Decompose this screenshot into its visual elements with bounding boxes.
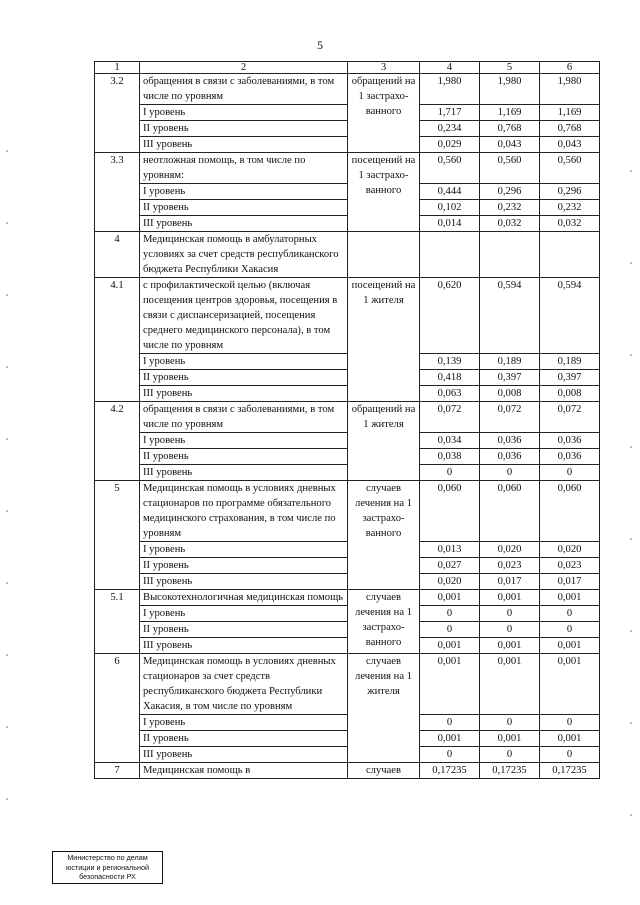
- value-year-2: 0: [480, 747, 540, 763]
- level-label: II уровень: [140, 121, 348, 137]
- value-year-3: 0,397: [540, 370, 600, 386]
- table-subrow: [95, 465, 600, 481]
- stamp-line: Министерство по делам: [67, 853, 148, 862]
- unit-of-measure: случаев: [348, 763, 420, 779]
- indicators-table: [94, 61, 600, 779]
- table-subrow: [95, 606, 600, 622]
- level-label: III уровень: [140, 216, 348, 232]
- level-label: III уровень: [140, 574, 348, 590]
- level-label: III уровень: [140, 638, 348, 654]
- level-label: III уровень: [140, 747, 348, 763]
- value-year-1: 0,001: [420, 638, 480, 654]
- table-subrow: [95, 354, 600, 370]
- value-year-1: 0,17235: [420, 763, 480, 779]
- row-number: 5.1: [95, 590, 140, 654]
- value-year-2: 1,980: [480, 74, 540, 105]
- indicator-description: обращения в связи с заболеваниями, в том числе по уровням: [140, 74, 348, 105]
- value-year-2: 0,594: [480, 278, 540, 354]
- value-year-2: 0,036: [480, 433, 540, 449]
- value-year-1: 0,139: [420, 354, 480, 370]
- value-year-3: 0,036: [540, 449, 600, 465]
- table-subrow: [95, 574, 600, 590]
- value-year-2: 0,296: [480, 184, 540, 200]
- value-year-1: 0,001: [420, 654, 480, 715]
- table-subrow: [95, 747, 600, 763]
- row-number: 3.3: [95, 153, 140, 232]
- level-label: I уровень: [140, 105, 348, 121]
- table-subrow: [95, 184, 600, 200]
- value-year-3: 0,023: [540, 558, 600, 574]
- value-year-1: 0,001: [420, 731, 480, 747]
- row-number: 4.2: [95, 402, 140, 481]
- table-subrow: [95, 449, 600, 465]
- value-year-3: 0: [540, 465, 600, 481]
- row-number: 3.2: [95, 74, 140, 153]
- value-year-2: 0: [480, 465, 540, 481]
- level-label: II уровень: [140, 731, 348, 747]
- value-year-1: 0,620: [420, 278, 480, 354]
- table-row: [95, 590, 600, 606]
- value-year-2: 0,032: [480, 216, 540, 232]
- level-label: II уровень: [140, 622, 348, 638]
- table-subrow: [95, 200, 600, 216]
- table-subrow: [95, 370, 600, 386]
- value-year-1: 0: [420, 747, 480, 763]
- value-year-1: 0: [420, 606, 480, 622]
- value-year-1: 0: [420, 715, 480, 731]
- value-year-3: 0,001: [540, 654, 600, 715]
- page-number: 5: [317, 38, 323, 52]
- value-year-2: 1,169: [480, 105, 540, 121]
- table-subrow: [95, 216, 600, 232]
- value-year-1: 0,029: [420, 137, 480, 153]
- indicator-description: Медицинская помощь в: [140, 763, 348, 779]
- value-year-3: 0,001: [540, 731, 600, 747]
- value-year-2: 0: [480, 606, 540, 622]
- value-year-3: 0,020: [540, 542, 600, 558]
- level-label: II уровень: [140, 200, 348, 216]
- value-year-1: 1,980: [420, 74, 480, 105]
- value-year-1: 0,234: [420, 121, 480, 137]
- level-label: II уровень: [140, 449, 348, 465]
- value-year-1: 0,560: [420, 153, 480, 184]
- level-label: II уровень: [140, 558, 348, 574]
- value-year-2: 0,060: [480, 481, 540, 542]
- unit-of-measure: посещений на 1 жителя: [348, 278, 420, 402]
- value-year-2: 0,001: [480, 590, 540, 606]
- unit-of-measure: обращений на 1 жителя: [348, 402, 420, 481]
- table-subrow: [95, 715, 600, 731]
- value-year-1: 0,060: [420, 481, 480, 542]
- value-year-1: [420, 232, 480, 278]
- table-subrow: [95, 558, 600, 574]
- value-year-3: 0,072: [540, 402, 600, 433]
- value-year-1: 0: [420, 622, 480, 638]
- value-year-3: 0,594: [540, 278, 600, 354]
- value-year-1: 0,072: [420, 402, 480, 433]
- table-subrow: [95, 137, 600, 153]
- table-row: [95, 481, 600, 542]
- value-year-3: 0,032: [540, 216, 600, 232]
- value-year-3: 0,001: [540, 590, 600, 606]
- table-subrow: [95, 386, 600, 402]
- value-year-1: 0,014: [420, 216, 480, 232]
- column-header: 1: [95, 62, 140, 74]
- table-row: [95, 232, 600, 278]
- indicator-description: с профилактической целью (включая посещения центров здоровья, посещения в связи с диспансеризацией, посещения среднего медицинского персонала), в том числе по уровням: [140, 278, 348, 354]
- value-year-1: 0,034: [420, 433, 480, 449]
- row-number: 4.1: [95, 278, 140, 402]
- level-label: I уровень: [140, 542, 348, 558]
- level-label: I уровень: [140, 715, 348, 731]
- value-year-3: 0,560: [540, 153, 600, 184]
- column-header: 4: [420, 62, 480, 74]
- value-year-1: 0,020: [420, 574, 480, 590]
- value-year-2: 0,020: [480, 542, 540, 558]
- table-header-row: [95, 62, 600, 74]
- indicator-description: неотложная помощь, в том числе по уровням:: [140, 153, 348, 184]
- level-label: II уровень: [140, 370, 348, 386]
- table-row: [95, 278, 600, 354]
- value-year-3: 0: [540, 606, 600, 622]
- value-year-3: 0,043: [540, 137, 600, 153]
- value-year-3: 0,060: [540, 481, 600, 542]
- table-row: [95, 402, 600, 433]
- value-year-2: 0,008: [480, 386, 540, 402]
- value-year-2: 0,17235: [480, 763, 540, 779]
- value-year-1: 0,063: [420, 386, 480, 402]
- value-year-2: 0,768: [480, 121, 540, 137]
- value-year-2: 0,001: [480, 731, 540, 747]
- unit-of-measure: обращений на 1 застрахо-ванного: [348, 74, 420, 153]
- value-year-1: 0,038: [420, 449, 480, 465]
- value-year-1: 0,102: [420, 200, 480, 216]
- value-year-3: 0: [540, 622, 600, 638]
- table-subrow: [95, 433, 600, 449]
- value-year-2: 0: [480, 622, 540, 638]
- level-label: I уровень: [140, 354, 348, 370]
- unit-of-measure: [348, 232, 420, 278]
- table-row: [95, 654, 600, 715]
- value-year-1: 0,444: [420, 184, 480, 200]
- value-year-3: 0,008: [540, 386, 600, 402]
- row-number: 5: [95, 481, 140, 590]
- value-year-2: 0,043: [480, 137, 540, 153]
- value-year-3: 0,189: [540, 354, 600, 370]
- indicator-description: Медицинская помощь в амбулаторных условиях за счет средств республиканского бюджета Республики Хакасия: [140, 232, 348, 278]
- indicator-description: обращения в связи с заболеваниями, в том числе по уровням: [140, 402, 348, 433]
- value-year-2: 0,017: [480, 574, 540, 590]
- value-year-2: 0,232: [480, 200, 540, 216]
- value-year-3: 0,001: [540, 638, 600, 654]
- indicator-description: Медицинская помощь в условиях дневных стационаров за счет средств республиканского бюджета Республики Хакасия, в том числе по уровням: [140, 654, 348, 715]
- value-year-1: 0,013: [420, 542, 480, 558]
- stamp-line: безопасности РХ: [79, 872, 136, 881]
- ministry-stamp: [52, 851, 163, 884]
- value-year-3: 0,017: [540, 574, 600, 590]
- value-year-3: 1,169: [540, 105, 600, 121]
- unit-of-measure: посещений на 1 застрахо-ванного: [348, 153, 420, 232]
- level-label: III уровень: [140, 137, 348, 153]
- value-year-3: [540, 232, 600, 278]
- table-subrow: [95, 638, 600, 654]
- value-year-3: 0: [540, 747, 600, 763]
- stamp-line: юстиции и региональной: [66, 862, 149, 872]
- value-year-1: 0,001: [420, 590, 480, 606]
- row-number: 7: [95, 763, 140, 779]
- table-subrow: [95, 622, 600, 638]
- value-year-2: 0,023: [480, 558, 540, 574]
- value-year-1: 0: [420, 465, 480, 481]
- value-year-3: 0,768: [540, 121, 600, 137]
- value-year-2: 0,189: [480, 354, 540, 370]
- row-number: 6: [95, 654, 140, 763]
- table-subrow: [95, 121, 600, 137]
- value-year-3: 0,036: [540, 433, 600, 449]
- value-year-2: 0,036: [480, 449, 540, 465]
- column-header: 5: [480, 62, 540, 74]
- table-row: [95, 763, 600, 779]
- value-year-2: 0,001: [480, 638, 540, 654]
- value-year-3: 0,296: [540, 184, 600, 200]
- indicator-description: Медицинская помощь в условиях дневных стационаров по программе обязательного медицинского страхования, в том числе по уровням: [140, 481, 348, 542]
- value-year-1: 0,027: [420, 558, 480, 574]
- value-year-2: 0,560: [480, 153, 540, 184]
- column-header: 3: [348, 62, 420, 74]
- value-year-2: 0,072: [480, 402, 540, 433]
- value-year-3: 0,17235: [540, 763, 600, 779]
- table-row: [95, 153, 600, 184]
- level-label: III уровень: [140, 386, 348, 402]
- value-year-1: 0,418: [420, 370, 480, 386]
- scan-margin-marks-right: [630, 80, 632, 850]
- table-body: [95, 74, 600, 779]
- table-subrow: [95, 731, 600, 747]
- level-label: III уровень: [140, 465, 348, 481]
- level-label: I уровень: [140, 433, 348, 449]
- level-label: I уровень: [140, 606, 348, 622]
- value-year-2: 0: [480, 715, 540, 731]
- unit-of-measure: случаев лечения на 1 застрахо-ванного: [348, 481, 420, 590]
- value-year-3: 0,232: [540, 200, 600, 216]
- value-year-2: [480, 232, 540, 278]
- value-year-2: 0,001: [480, 654, 540, 715]
- table-row: [95, 74, 600, 105]
- unit-of-measure: случаев лечения на 1 жителя: [348, 654, 420, 763]
- table-subrow: [95, 105, 600, 121]
- table-subrow: [95, 542, 600, 558]
- value-year-2: 0,397: [480, 370, 540, 386]
- indicator-description: Высокотехнологичная медицинская помощь: [140, 590, 348, 606]
- value-year-3: 0: [540, 715, 600, 731]
- column-header: 6: [540, 62, 600, 74]
- level-label: I уровень: [140, 184, 348, 200]
- column-header: 2: [140, 62, 348, 74]
- row-number: 4: [95, 232, 140, 278]
- unit-of-measure: случаев лечения на 1 застрахо-ванного: [348, 590, 420, 654]
- value-year-1: 1,717: [420, 105, 480, 121]
- value-year-3: 1,980: [540, 74, 600, 105]
- scan-margin-marks-left: [6, 80, 8, 850]
